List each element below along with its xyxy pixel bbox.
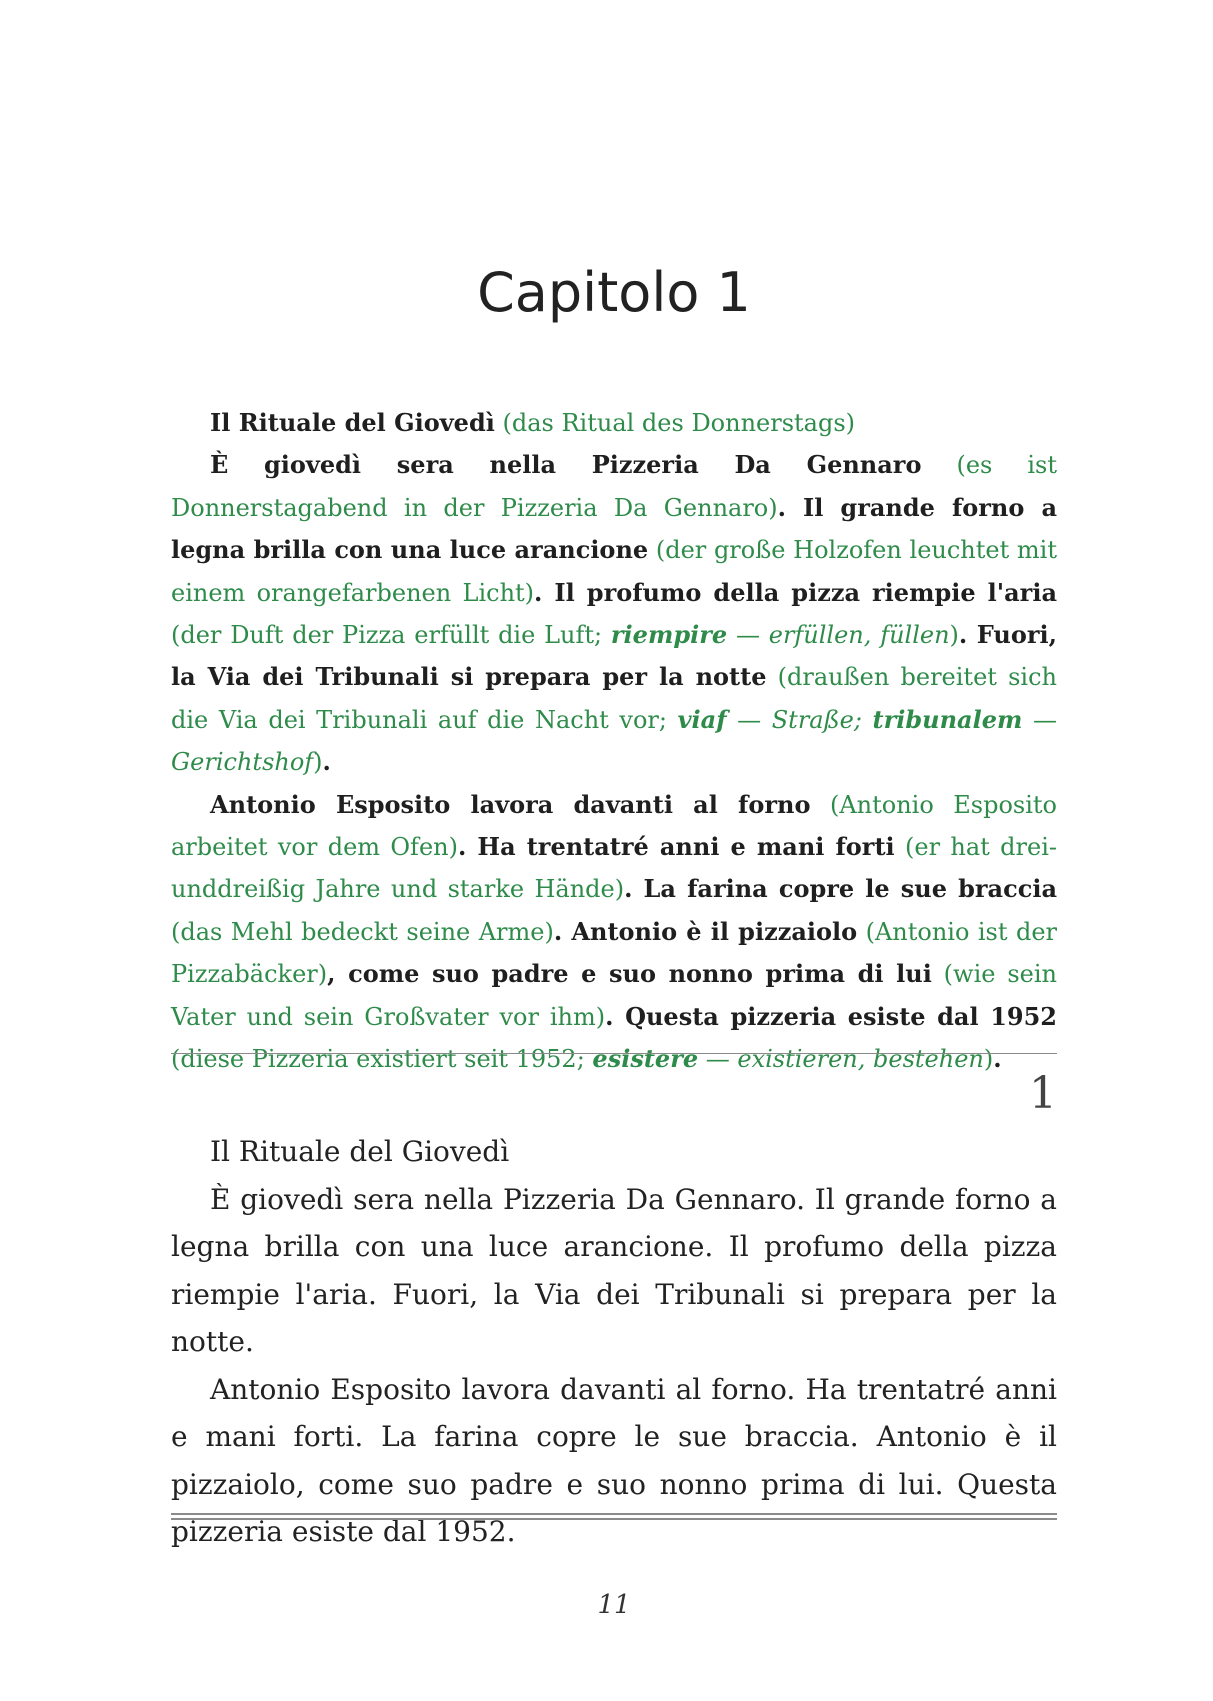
page-number: 11: [597, 1590, 631, 1620]
translation-text: (es ist Donnerstagabend in der Pizzeria Da Gennaro): [171, 451, 1057, 522]
vocabulary-note: riempire: [610, 620, 728, 650]
vocabulary-note: — erfüllen, füllen: [727, 621, 950, 650]
annotated-paragraph: [171, 402, 1057, 444]
translation-text: (wie sein Vater und sein Großvater vor ihm): [171, 960, 1057, 1031]
vocabulary-note: — Gerichtshof: [171, 705, 1057, 777]
italian-text: . Fuori, la Via dei Tribunali si prepara per la notte: [171, 620, 1057, 692]
translation-text: (der Duft der Pizza erfüllt die Luft;: [171, 621, 611, 650]
plain-text: [171, 1128, 1057, 1556]
italian-text: . La farina copre le sue braccia: [624, 874, 1057, 904]
italian-text: È giovedì sera nella Pizzeria Da Gennaro: [210, 450, 922, 480]
translation-text: ): [949, 621, 959, 650]
italian-text: . Il profumo della pizza riempie l'aria: [534, 577, 1057, 607]
annotated-paragraph: [171, 444, 1057, 783]
translation-text: ): [983, 1045, 994, 1074]
plain-title: Il Rituale del Giovedì: [210, 1135, 510, 1168]
italian-text: .: [322, 747, 331, 777]
section-number: 1: [1029, 1068, 1057, 1119]
vocabulary-note: — Straße;: [726, 705, 873, 734]
italian-text: , come suo padre e suo nonno prima di lui: [327, 959, 932, 989]
italian-text: Il Rituale del Giovedì: [210, 408, 495, 437]
plain-paragraph: È giovedì sera nella Pizzeria Da Gennaro. Il grande forno a legna brilla con una luce arancione. Il profumo della pizza riempie l'aria. Fuori, la Via dei Tribunali si prepara per la notte.: [171, 1182, 1057, 1358]
annotated-paragraph: [171, 784, 1057, 1081]
italian-text: Antonio Esposito lavora davanti al forno: [210, 789, 811, 819]
translation-text: (draußen bereitet sich die Via dei Tribunali auf die Nacht vor;: [171, 663, 1058, 734]
plain-paragraph: Antonio Esposito lavora davanti al forno. Ha trentatré anni e mani forti. La farina copre le sue braccia. Antonio è il pizzaiolo, come suo padre e suo nonno prima di lui. Questa pizzeria esiste dal 1952.: [171, 1372, 1057, 1548]
vocabulary-note: esistere: [592, 1044, 699, 1074]
translation-text: (das Mehl bedeckt seine Arme): [171, 917, 554, 946]
italian-text: . Antonio è il pizzaiolo: [553, 916, 858, 946]
translation-text: (das Ritual des Donnerstags): [494, 409, 856, 437]
book-page: [171, 0, 1057, 1701]
italian-text: . Ha trentatré anni e mani forti: [457, 832, 895, 862]
section-divider: [171, 1053, 1057, 1054]
translation-text: (Antonio Esposito arbeitet vor dem Ofen): [171, 790, 1058, 862]
translation-text: (Antonio ist der Pizzabäcker): [171, 917, 1058, 989]
double-divider: [171, 1513, 1057, 1520]
translation-text: (der große Holzofen leuchtet mit einem orangefarbenen Licht): [171, 536, 1058, 607]
italian-text: . Questa pizzeria esiste dal 1952: [605, 1001, 1057, 1031]
translation-text: ): [313, 748, 323, 777]
vocabulary-note: viaf: [677, 704, 727, 734]
italian-text: . Il grande forno a legna brilla con una luce arancione: [171, 492, 1057, 565]
italian-text: .: [993, 1044, 1002, 1074]
vocabulary-note: — existieren, bestehen: [698, 1045, 984, 1074]
vocabulary-note: tribunalem: [872, 704, 1023, 734]
annotated-text: [171, 402, 1057, 1081]
translation-text: (diese Pizzeria existiert seit 1952;: [171, 1045, 593, 1074]
translation-text: (er hat dreiunddreißig Jahre und starke Hände): [171, 833, 1057, 904]
chapter-title: Capitolo 1: [477, 261, 751, 324]
